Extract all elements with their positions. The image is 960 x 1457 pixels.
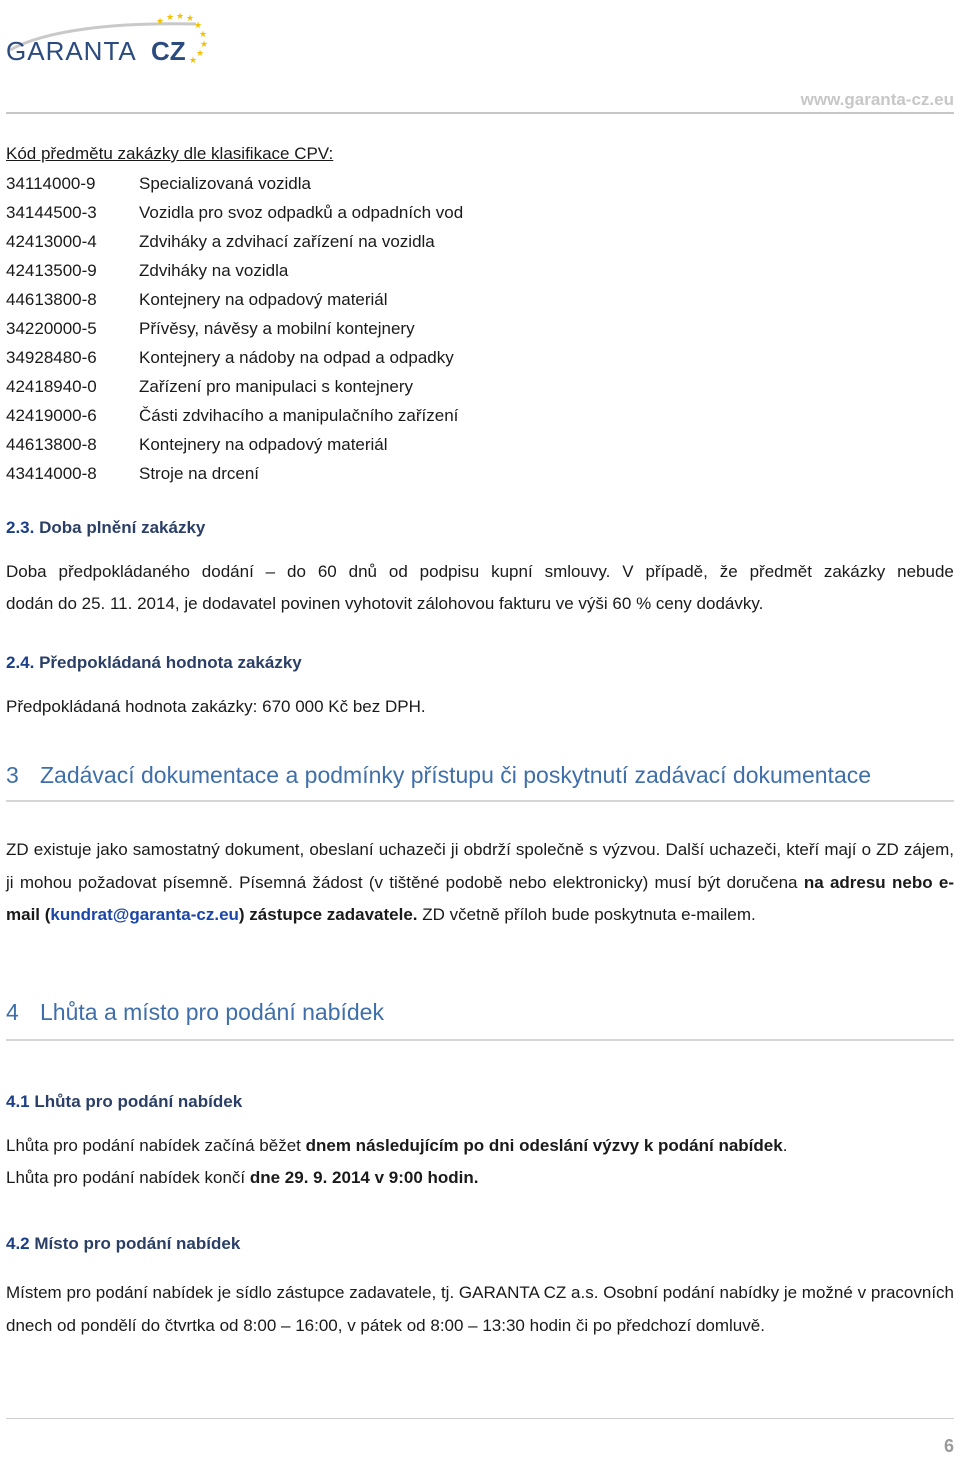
cpv-label: Stroje na drcení [139,464,260,483]
cpv-row [6,348,906,368]
cpv-code: 34220000-5 [6,319,97,338]
svg-text:★: ★ [194,20,203,30]
svg-text:★: ★ [199,29,208,39]
text: Lhůta pro podání nabídek začíná běžet [6,1136,306,1155]
section-title: Místo pro podání nabídek [34,1234,241,1253]
cpv-label: Vozidla pro svoz odpadků a odpadních vod [139,203,464,222]
cpv-code: 42418940-0 [6,377,97,396]
heading-rule [6,800,954,802]
cpv-row [6,406,906,426]
cpv-code: 43414000-8 [6,464,97,483]
section-number: 4 [6,999,19,1025]
website-url[interactable]: www.garanta-cz.eu [800,90,954,109]
word: 60 [317,562,337,581]
word: případě, [645,562,708,581]
section-3-heading [6,760,871,790]
cpv-label: Kontejnery a nádoby na odpad a odpadky [139,348,454,367]
cpv-row [6,290,906,310]
section-4-1-heading [6,1092,242,1112]
cpv-label: Zdviháky na vozidla [139,261,289,280]
justified-line [6,562,954,582]
text-line: dodán do 25. 11. 2014, je dodavatel povinen vyhotovit zálohovou fakturu ve výši 60 % ceny dodávky. [6,594,764,613]
section-number: 4.2 [6,1234,30,1253]
email-link[interactable]: kundrat@garanta-cz.eu [50,905,239,924]
word: nebude [897,562,954,581]
section-4-1-line-1 [6,1136,787,1156]
cpv-label: Zařízení pro manipulaci s kontejnery [139,377,414,396]
cpv-code: 34114000-9 [6,174,96,193]
section-title: Zadávací dokumentace a podmínky přístupu či poskytnutí zadávací dokumentace [40,762,872,788]
svg-text:★: ★ [200,39,209,49]
svg-text:★: ★ [186,13,195,23]
word: V [622,562,634,581]
text: Lhůta pro podání nabídek končí [6,1168,250,1187]
section-3-text [6,834,954,932]
bold-text: na adresu nebo e-mail ( [6,872,955,924]
heading-rule [6,1039,954,1041]
section-4-heading [6,997,384,1027]
svg-text:★: ★ [166,12,175,22]
word: zakázky [823,562,886,581]
section-title: Doba plnění zakázky [39,518,206,537]
cpv-label: Přívěsy, návěsy a mobilní kontejnery [139,319,415,338]
section-2-4-heading [6,653,302,673]
word: předmět [749,562,812,581]
cpv-code: 34144500-3 [6,203,97,222]
svg-text:★: ★ [189,55,198,65]
logo-suffix: CZ [151,36,186,66]
word: Doba [6,562,47,581]
cpv-label: Kontejnery na odpadový materiál [139,435,388,454]
cpv-row [6,377,906,397]
word: smlouvy. [544,562,611,581]
logo-wordmark: GARANTA [6,36,137,66]
page-number: 6 [943,1436,954,1456]
word: podpisu [419,562,480,581]
section-title: Předpokládaná hodnota zakázky [39,653,302,672]
garanta-logo [6,10,221,70]
cpv-row [6,203,906,223]
cpv-code: 42413000-4 [6,232,97,251]
section-2-3-text [6,562,954,614]
bold-text: dne 29. 9. 2014 v 9:00 hodin. [249,1168,479,1187]
cpv-row [6,174,906,194]
section-title: Lhůta pro podání nabídek [34,1092,243,1111]
cpv-label: Zdviháky a zdvihací zařízení na vozidla [139,232,435,251]
bold-text: ) zástupce zadavatele. [238,905,418,924]
section-2-3-heading [6,518,205,538]
word: – [265,562,276,581]
header-divider [6,112,954,114]
svg-text:★: ★ [156,16,165,26]
section-2-4-text: Předpokládaná hodnota zakázky: 670 000 Kč bez DPH. [6,697,426,716]
logo-graphic [6,10,221,70]
word: předpokládaného [58,562,190,581]
footer-divider [6,1418,954,1419]
svg-text:★: ★ [176,11,185,21]
section-number: 2.3. [6,518,35,537]
word: dodání [201,562,254,581]
cpv-row [6,464,906,484]
cpv-row [6,261,906,281]
word: kupní [491,562,533,581]
section-number: 2.4. [6,653,35,672]
cpv-label: Kontejnery na odpadový materiál [139,290,388,309]
section-4-1-line-2 [6,1168,479,1188]
word: od [388,562,408,581]
paragraph-text: ZD existuje jako samostatný dokument, obeslaní uchazeči ji obdrží společně s výzvou. Další uchazeči, kteří mají o ZD zájem, ji mohou požadovat písemně. Písemná žádost (v tištěné podobě nebo elektronicky) musí být doručena [6,840,954,892]
cpv-code: 42413500-9 [6,261,97,280]
cpv-row [6,232,906,252]
cpv-label: Části zdvihacího a manipulačního zařízení [139,406,459,425]
section-number: 4.1 [6,1092,30,1111]
cpv-code: 44613800-8 [6,435,97,454]
svg-text:★: ★ [196,48,205,58]
word: že [719,562,738,581]
cpv-row [6,319,906,339]
bold-text: dnem následujícím po dni odeslání výzvy k podání nabídek [305,1136,783,1155]
section-number: 3 [6,762,19,788]
cpv-row [6,435,906,455]
cpv-code: 42419000-6 [6,406,97,425]
paragraph-text: ZD včetně příloh bude poskytnuta e-mailem. [417,905,756,924]
text: . [782,1136,788,1155]
cpv-title: Kód předmětu zakázky dle klasifikace CPV: [6,144,334,163]
section-4-2-heading [6,1234,240,1254]
word: do [287,562,306,581]
section-4-2-text: Místem pro podání nabídek je sídlo zástupce zadavatele, tj. GARANTA CZ a.s. Osobní podání nabídky je možné v pracovních dnech od pondělí do čtvrtka od 8:00 – 16:00, v pátek od 8:00 – 13:30 hodin či po předchozí domluvě. [6,1283,954,1335]
cpv-code: 34928480-6 [6,348,97,367]
section-title: Lhůta a místo pro podání nabídek [40,999,384,1025]
cpv-label: Specializovaná vozidla [139,174,311,193]
cpv-code: 44613800-8 [6,290,97,309]
word: dnů [348,562,377,581]
